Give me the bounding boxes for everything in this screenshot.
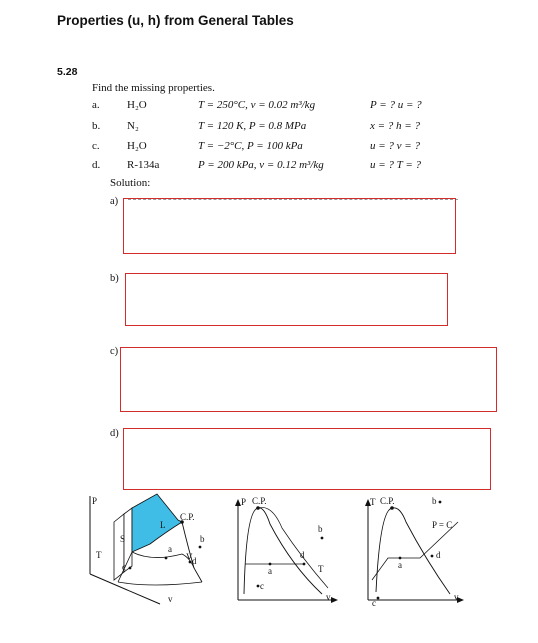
state-label-d: d <box>192 556 197 566</box>
row-unknowns: P = ? u = ? <box>370 99 422 111</box>
row-letter: c. <box>92 140 100 152</box>
part-c-label: c) <box>110 346 119 357</box>
row-letter: b. <box>92 120 101 132</box>
part-d-label: d) <box>110 428 119 439</box>
state-label-c: c <box>122 562 126 572</box>
row-unknowns: x = ? h = ? <box>370 120 420 132</box>
t-v-diagram <box>358 496 470 606</box>
row-conditions: T = 120 K, P = 0.8 MPa <box>198 120 307 132</box>
problem-row-c <box>0 140 538 156</box>
axis-label-p: P <box>241 497 247 507</box>
problem-row-b <box>0 120 538 136</box>
problem-number: 5.28 <box>57 66 78 78</box>
state-label-d: d <box>436 550 441 560</box>
state-label-a: a <box>398 560 402 570</box>
answer-box-b <box>125 273 448 326</box>
row-letter: a. <box>92 99 100 111</box>
row-substance: N₂ <box>127 120 139 132</box>
axis-label-v: v <box>168 594 173 604</box>
two-phase-region <box>132 494 182 552</box>
pvt-surface-diagram <box>82 492 222 604</box>
row-substance: H₂O <box>127 140 147 152</box>
row-letter: d. <box>92 159 101 171</box>
row-substance: R-134a <box>127 159 160 171</box>
state-label-b: b <box>432 496 437 506</box>
state-label-b: b <box>200 534 205 544</box>
row-unknowns: u = ? T = ? <box>370 159 422 171</box>
isotherm-label-t: T <box>318 564 324 574</box>
state-label-c: c <box>372 598 376 608</box>
row-conditions: P = 200 kPa, v = 0.12 m³/kg <box>198 159 324 171</box>
part-b-label: b) <box>110 273 119 284</box>
state-label-a: a <box>168 544 172 554</box>
axis-label-p: P <box>92 496 98 506</box>
state-label-d: d <box>300 550 305 560</box>
critical-point-label: C.P. <box>380 496 395 506</box>
state-label-a: a <box>268 566 272 576</box>
part-a-label: a) <box>110 196 119 207</box>
region-label-s: S <box>120 534 126 544</box>
answer-box-d <box>123 428 491 490</box>
row-conditions: T = 250°C, v = 0.02 m³/kg <box>198 99 316 111</box>
axis-label-v: v <box>454 592 459 602</box>
solution-label: Solution: <box>110 177 151 189</box>
problem-intro: Find the missing properties. <box>92 82 215 94</box>
axis-label-t: T <box>370 497 376 507</box>
state-label-b: b <box>318 524 323 534</box>
critical-point-label: C.P. <box>252 496 267 506</box>
problem-row-a <box>0 99 538 115</box>
row-conditions: T = −2°C, P = 100 kPa <box>198 140 303 152</box>
state-label-c: c <box>260 581 264 591</box>
answer-box-c <box>120 347 497 412</box>
answer-box-a <box>123 198 456 254</box>
p-v-diagram <box>232 496 344 604</box>
problem-row-d <box>0 159 538 175</box>
critical-point-label: C.P. <box>180 512 195 522</box>
row-substance: H₂O <box>127 99 147 111</box>
region-label-v: V <box>186 552 193 562</box>
region-label-l: L <box>160 520 166 530</box>
axis-label-t: T <box>96 550 102 560</box>
row-unknowns: u = ? v = ? <box>370 140 420 152</box>
section-heading: Properties (u, h) from General Tables <box>57 13 294 28</box>
axis-label-v: v <box>326 592 331 602</box>
isobar-label: P = C <box>432 520 453 530</box>
